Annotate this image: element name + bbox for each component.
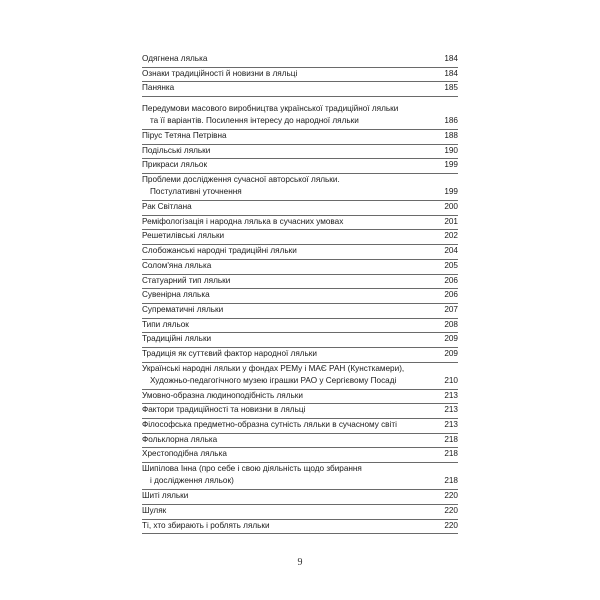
toc-entry-page: 208 bbox=[444, 319, 458, 329]
toc-entry-title bbox=[142, 53, 440, 65]
toc-entry-page: 206 bbox=[444, 275, 458, 285]
toc-entry bbox=[142, 82, 458, 97]
toc-entry bbox=[142, 319, 458, 334]
toc-entry-page: 204 bbox=[444, 246, 458, 256]
toc-entry-title bbox=[142, 419, 440, 431]
toc-entry-title-line: Українські народні ляльки у фондах РЕМу і МАЄ РАН (Кунсткамери), bbox=[142, 363, 405, 373]
toc-entry-title bbox=[142, 275, 440, 287]
toc-entry-title bbox=[142, 145, 440, 157]
toc-entry-title-line: Типи ляльок bbox=[142, 319, 189, 329]
toc-entry-page: 188 bbox=[444, 131, 458, 141]
toc-entry-page: 213 bbox=[444, 405, 458, 415]
toc-entry-title bbox=[142, 319, 440, 331]
toc-entry bbox=[142, 434, 458, 449]
toc-entry-title-line: Сувенірна лялька bbox=[142, 290, 210, 300]
toc-entry-title-line: Солом'яна лялька bbox=[142, 260, 212, 270]
toc-entry bbox=[142, 289, 458, 304]
toc-entry bbox=[142, 404, 458, 419]
toc-entry-title bbox=[142, 201, 440, 213]
toc-entry-title-line: Умовно-образна людиноподібність ляльки bbox=[142, 390, 303, 400]
toc-entry bbox=[142, 304, 458, 319]
toc-entry bbox=[142, 348, 458, 363]
toc-entry-title-line: Одягнена лялька bbox=[142, 54, 208, 63]
toc-entry-title bbox=[142, 333, 440, 345]
toc-entry-title bbox=[142, 289, 440, 301]
toc-entry-page: 202 bbox=[444, 231, 458, 241]
toc-entry-page: 190 bbox=[444, 145, 458, 155]
toc-entry-title bbox=[142, 68, 440, 80]
page-number: 9 bbox=[297, 557, 303, 568]
toc-entry bbox=[142, 201, 458, 216]
toc-entry bbox=[142, 145, 458, 160]
toc-entry-title bbox=[142, 490, 440, 502]
toc-entry-title bbox=[142, 363, 440, 387]
toc-entry bbox=[142, 505, 458, 520]
toc-entry-title-line: Супрематичні ляльки bbox=[142, 304, 224, 314]
toc-entry-title-line: Ознаки традиційності й новизни в ляльці bbox=[142, 68, 298, 78]
toc-entry-title-line: Хрестоподібна лялька bbox=[142, 449, 227, 459]
toc-entry-title-line: Фактори традиційності та новизни в ляльці bbox=[142, 405, 306, 415]
toc-entry bbox=[142, 260, 458, 275]
table-of-contents bbox=[142, 53, 458, 534]
toc-entry bbox=[142, 230, 458, 245]
toc-entry bbox=[142, 463, 458, 490]
toc-entry-title bbox=[142, 304, 440, 316]
toc-entry-title-line: Традиційні ляльки bbox=[142, 334, 212, 344]
toc-entry-title bbox=[142, 245, 440, 257]
toc-entry-page: 200 bbox=[444, 202, 458, 212]
toc-entry-title-line: Прикраси ляльок bbox=[142, 160, 208, 170]
toc-entry-page: 209 bbox=[444, 349, 458, 359]
toc-entry-title bbox=[142, 348, 440, 360]
toc-entry-page: 207 bbox=[444, 304, 458, 314]
toc-entry-page: 220 bbox=[444, 505, 458, 515]
toc-entry-title-line: Постулативні уточнення bbox=[150, 187, 242, 197]
toc-entry-title bbox=[142, 505, 440, 517]
toc-entry-page: 199 bbox=[444, 187, 458, 197]
toc-entry-title bbox=[142, 230, 440, 242]
toc-entry-page: 205 bbox=[444, 260, 458, 270]
toc-entry bbox=[142, 448, 458, 463]
toc-entry-title bbox=[142, 448, 440, 460]
toc-entry-page: 206 bbox=[444, 290, 458, 300]
toc-entry bbox=[142, 130, 458, 145]
toc-entry-title bbox=[142, 390, 440, 402]
toc-entry-page: 209 bbox=[444, 334, 458, 344]
toc-entry-title bbox=[142, 434, 440, 446]
toc-entry bbox=[142, 419, 458, 434]
toc-entry-title-line: Шиті ляльки bbox=[142, 491, 189, 501]
toc-entry-title-line: Подільські ляльки bbox=[142, 145, 211, 155]
toc-entry-title bbox=[142, 159, 440, 171]
toc-entry bbox=[142, 490, 458, 505]
toc-entry-title-line: Реміфологізація і народна лялька в сучасних умовах bbox=[142, 216, 344, 226]
toc-entry-title bbox=[142, 260, 440, 272]
toc-entry-title-line: Статуарний тип ляльки bbox=[142, 275, 231, 285]
toc-entry-page: 213 bbox=[444, 420, 458, 430]
toc-entry-title bbox=[142, 520, 440, 532]
toc-entry-page: 184 bbox=[444, 68, 458, 78]
toc-entry-page: 220 bbox=[444, 491, 458, 501]
toc-entry bbox=[142, 68, 458, 83]
toc-entry-title bbox=[142, 82, 440, 94]
toc-entry-title-line: Фольклорна лялька bbox=[142, 434, 218, 444]
toc-entry-title bbox=[142, 103, 440, 127]
toc-entry bbox=[142, 245, 458, 260]
toc-entry-title-line: Панянка bbox=[142, 83, 175, 93]
toc-entry-title-line: Пірус Тетяна Петрівна bbox=[142, 131, 227, 141]
toc-entry-title-line: Передумови масового виробництва української традиційної ляльки bbox=[142, 104, 399, 114]
toc-entry-page: 201 bbox=[444, 216, 458, 226]
toc-entry-title-line: Рак Світлана bbox=[142, 202, 192, 212]
toc-entry-title-line: Проблеми дослідження сучасної авторської ляльки. bbox=[142, 175, 340, 185]
toc-entry-title-line: Традиція як суттєвий фактор народної ляльки bbox=[142, 349, 317, 359]
toc-entry bbox=[142, 216, 458, 231]
toc-entry-title bbox=[142, 174, 440, 198]
toc-entry bbox=[142, 390, 458, 405]
toc-entry bbox=[142, 275, 458, 290]
toc-entry-title-line: Художньо-педагогічного музею іграшки РАО у Сергієвому Посаді bbox=[150, 375, 397, 385]
toc-entry-title-line: і дослідження ляльок) bbox=[150, 476, 234, 486]
toc-entry-page: 185 bbox=[444, 83, 458, 93]
toc-entry-title bbox=[142, 216, 440, 228]
toc-entry-page: 220 bbox=[444, 520, 458, 530]
toc-entry-page: 184 bbox=[444, 54, 458, 63]
toc-entry-page: 186 bbox=[444, 116, 458, 126]
toc-entry-page: 218 bbox=[444, 434, 458, 444]
toc-entry-page: 218 bbox=[444, 476, 458, 486]
toc-entry-page: 199 bbox=[444, 160, 458, 170]
toc-entry-title-line: Слобожанські народні традиційні ляльки bbox=[142, 246, 297, 256]
toc-entry bbox=[142, 159, 458, 174]
toc-entry-title bbox=[142, 404, 440, 416]
toc-entry bbox=[142, 333, 458, 348]
toc-entry-title-line: Філософська предметно-образна сутність ляльки в сучасному світі bbox=[142, 420, 397, 430]
toc-entry bbox=[142, 174, 458, 201]
toc-entry-title bbox=[142, 130, 440, 142]
toc-entry bbox=[142, 520, 458, 535]
toc-entry bbox=[142, 53, 458, 68]
toc-entry bbox=[142, 363, 458, 390]
toc-entry-title-line: та її варіантів. Посилення інтересу до народної ляльки bbox=[150, 116, 359, 126]
toc-entry-page: 213 bbox=[444, 390, 458, 400]
toc-entry-title-line: Решетилівські ляльки bbox=[142, 231, 225, 241]
toc-entry-page: 218 bbox=[444, 449, 458, 459]
toc-entry-title-line: Шипілова Інна (про себе і свою діяльність щодо збирання bbox=[142, 464, 362, 474]
toc-entry bbox=[142, 103, 458, 130]
toc-entry-title-line: Шуляк bbox=[142, 505, 167, 515]
toc-entry-title bbox=[142, 463, 440, 487]
toc-entry-title-line: Ті, хто збирають і роблять ляльки bbox=[142, 520, 270, 530]
toc-entry-page: 210 bbox=[444, 375, 458, 385]
